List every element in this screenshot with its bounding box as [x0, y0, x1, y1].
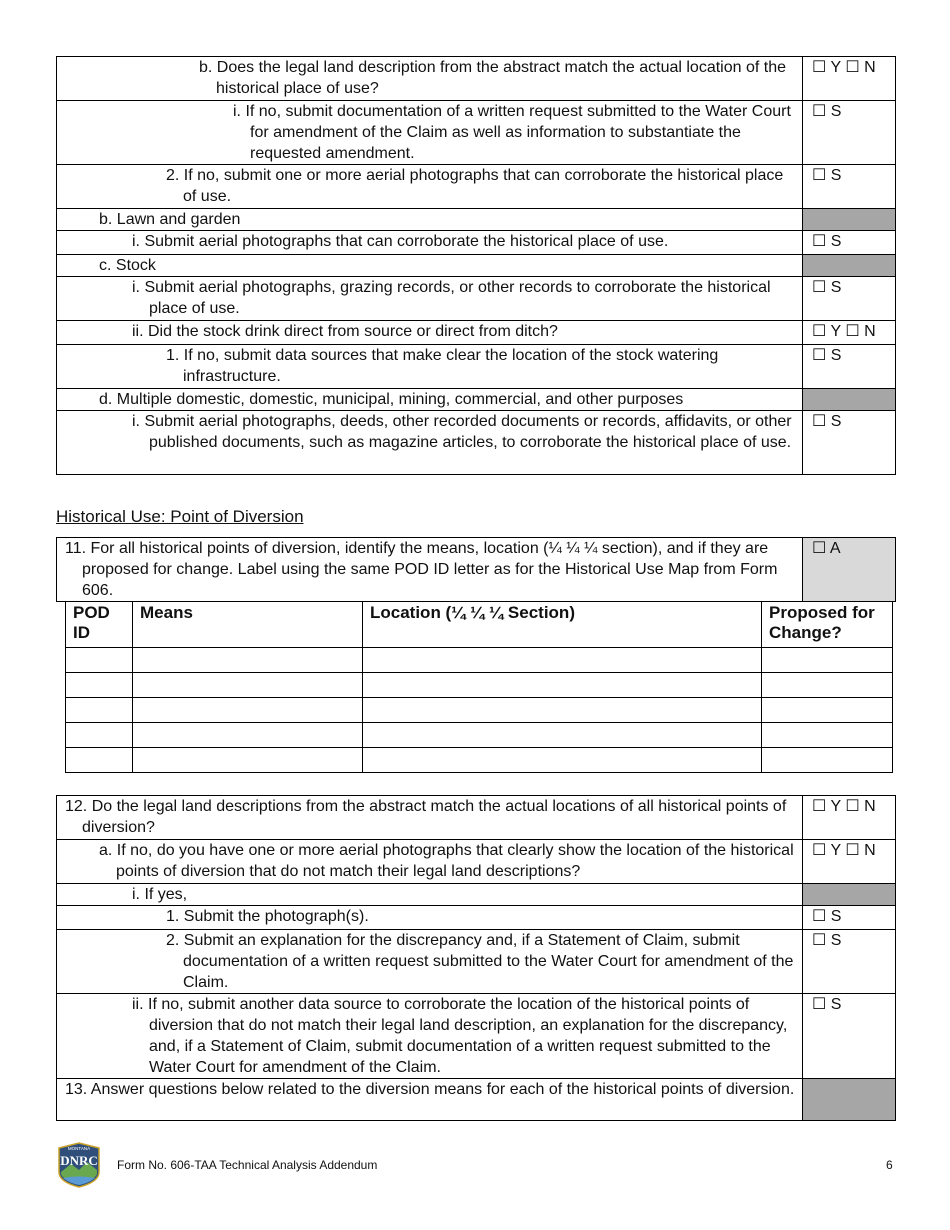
table-row [66, 698, 893, 723]
subheading-text: i. If yes, [132, 886, 188, 903]
submit-checkbox[interactable]: ☐ S [803, 906, 896, 930]
submit-checkbox[interactable]: ☐ S [803, 231, 896, 255]
submit-checkbox[interactable]: ☐ S [803, 994, 896, 1079]
subheading-text: b. Lawn and garden [99, 211, 241, 228]
question-text: b. Does the legal land description from the abstract match the actual location of the historical place of use? [199, 59, 786, 97]
section-title: Historical Use: Point of Diversion [56, 507, 304, 526]
requirements-table-bottom [56, 795, 896, 1121]
subheading-text: d. Multiple domestic, domestic, municipal, mining, commercial, and other purposes [99, 391, 684, 408]
column-header-proposed: Proposed for Change? [762, 602, 893, 648]
table-row [57, 345, 896, 389]
yes-no-checkbox[interactable]: ☐ Y ☐ N [803, 321, 896, 345]
question-text: ii. If no, submit another data source to corroborate the location of the historical points of diversion that do not match their legal land description, an explanation for the discrepancy, and, if a Statement of Claim, submit documentation of a written request submitted to the Water Court for amendment of the Claim. [132, 996, 788, 1076]
form-label: Form No. 606-TAA Technical Analysis Addendum [117, 1158, 378, 1172]
table-row [57, 57, 896, 101]
pod-table [65, 601, 893, 773]
table-row [57, 101, 896, 165]
means-cell[interactable] [133, 648, 363, 673]
pod-id-cell[interactable] [66, 748, 133, 773]
means-cell[interactable] [133, 723, 363, 748]
table-row [57, 884, 896, 906]
table-header-row [66, 602, 893, 648]
dnrc-logo [55, 1142, 103, 1188]
pod-id-cell[interactable] [66, 673, 133, 698]
table-row [57, 321, 896, 345]
proposed-cell[interactable] [762, 748, 893, 773]
question-text: 1. Submit the photograph(s). [166, 908, 369, 925]
logo-top-text: MONTANA [67, 1146, 91, 1151]
table-row [57, 231, 896, 255]
proposed-cell[interactable] [762, 698, 893, 723]
submit-checkbox[interactable]: ☐ S [803, 277, 896, 321]
question-text: i. Submit aerial photographs, grazing records, or other records to corroborate the historical place of use. [132, 279, 771, 317]
means-cell[interactable] [133, 698, 363, 723]
table-row [57, 209, 896, 231]
attach-checkbox[interactable]: ☐ A [803, 538, 896, 602]
yes-no-checkbox[interactable]: ☐ Y ☐ N [803, 840, 896, 884]
location-cell[interactable] [363, 673, 762, 698]
submit-checkbox[interactable]: ☐ S [803, 165, 896, 209]
table-row [57, 538, 896, 602]
question-text: 2. Submit an explanation for the discrepancy and, if a Statement of Claim, submit documentation of a written request submitted to the Water Court for amendment of the Claim. [166, 932, 794, 991]
yes-no-checkbox[interactable]: ☐ Y ☐ N [803, 796, 896, 840]
subheading-text: c. Stock [99, 257, 156, 274]
column-header-means: Means [133, 602, 363, 648]
question-11-table [56, 537, 896, 602]
question-text: 12. Do the legal land descriptions from the abstract match the actual locations of all historical points of diversion? [65, 798, 787, 836]
means-cell[interactable] [133, 673, 363, 698]
table-row [57, 930, 896, 994]
question-text: 1. If no, submit data sources that make clear the location of the stock watering infrastructure. [166, 347, 719, 385]
question-text: 2. If no, submit one or more aerial photographs that can corroborate the historical place of use. [166, 167, 784, 205]
location-cell[interactable] [363, 748, 762, 773]
table-row [66, 748, 893, 773]
location-cell[interactable] [363, 723, 762, 748]
location-cell[interactable] [363, 698, 762, 723]
question-text: 13. Answer questions below related to the diversion means for each of the historical points of diversion. [65, 1081, 795, 1098]
yes-no-checkbox[interactable]: ☐ Y ☐ N [803, 57, 896, 101]
table-row [66, 648, 893, 673]
proposed-cell[interactable] [762, 673, 893, 698]
shaded-cell [803, 209, 896, 231]
submit-checkbox[interactable]: ☐ S [803, 930, 896, 994]
proposed-cell[interactable] [762, 723, 893, 748]
requirements-table-top [56, 56, 896, 475]
column-header-location: Location (¼ ¼ ¼ Section) [363, 602, 762, 648]
table-row [57, 277, 896, 321]
question-text: i. If no, submit documentation of a written request submitted to the Water Court for amendment of the Claim as well as information to substantiate the requested amendment. [233, 103, 791, 162]
means-cell[interactable] [133, 748, 363, 773]
table-row [66, 723, 893, 748]
shaded-cell [803, 1079, 896, 1121]
page-number: 6 [886, 1158, 893, 1172]
submit-checkbox[interactable]: ☐ S [803, 101, 896, 165]
shaded-cell [803, 255, 896, 277]
shaded-cell [803, 884, 896, 906]
location-cell[interactable] [363, 648, 762, 673]
shaded-cell [803, 389, 896, 411]
submit-checkbox[interactable]: ☐ S [803, 411, 896, 475]
table-row [57, 906, 896, 930]
pod-id-cell[interactable] [66, 698, 133, 723]
question-text: i. Submit aerial photographs that can corroborate the historical place of use. [132, 233, 669, 250]
column-header-pod-id: POD ID [66, 602, 133, 648]
logo-text: DNRC [60, 1153, 98, 1168]
table-row [57, 255, 896, 277]
table-row [66, 673, 893, 698]
table-row [57, 165, 896, 209]
question-text: 11. For all historical points of diversion, identify the means, location (¼ ¼ ¼ section), and if they are proposed for change. Label using the same POD ID letter as for the Historical Use Map from Form 606. [65, 540, 778, 599]
table-row [57, 389, 896, 411]
pod-id-cell[interactable] [66, 648, 133, 673]
table-row [57, 840, 896, 884]
question-text: ii. Did the stock drink direct from source or direct from ditch? [132, 323, 558, 340]
submit-checkbox[interactable]: ☐ S [803, 345, 896, 389]
pod-id-cell[interactable] [66, 723, 133, 748]
table-row [57, 994, 896, 1079]
proposed-cell[interactable] [762, 648, 893, 673]
question-text: a. If no, do you have one or more aerial photographs that clearly show the location of the historical points of diversion that do not match their legal land descriptions? [99, 842, 794, 880]
table-row [57, 796, 896, 840]
table-row [57, 1079, 896, 1121]
table-row [57, 411, 896, 475]
question-text: i. Submit aerial photographs, deeds, other recorded documents or records, affidavits, or other published documents, such as magazine articles, to corroborate the historical place of use. [132, 413, 792, 451]
